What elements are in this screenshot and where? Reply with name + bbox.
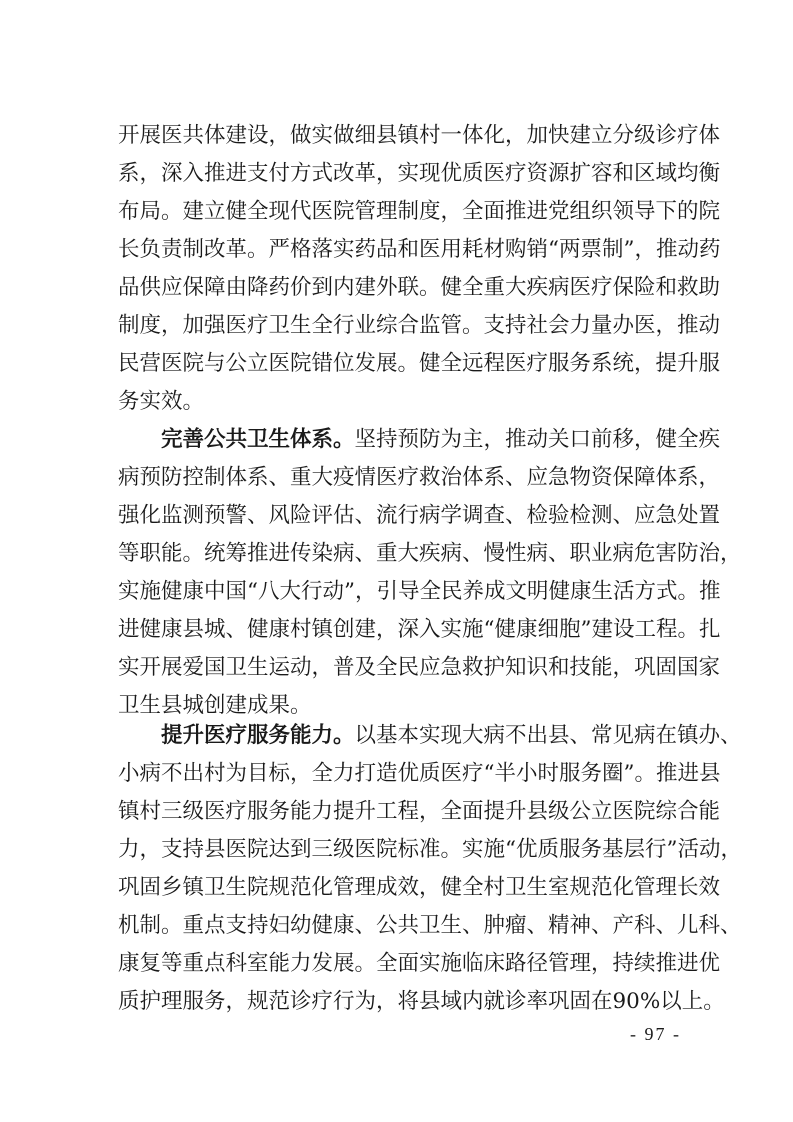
text-line: 康复等重点科室能力发展。全面实施临床路径管理，持续推进优 xyxy=(118,951,721,976)
paragraph-medical-service xyxy=(118,717,742,1021)
text-line: 小病不出村为目标，全力打造优质医疗“半小时服务圈”。推进县 xyxy=(118,761,721,786)
section-heading: 完善公共卫生体系。 xyxy=(161,427,355,452)
text-line: 布局。建立健全现代医院管理制度，全面推进党组织领导下的院 xyxy=(118,199,721,224)
text-line: 系，深入推进支付方式改革，实现优质医疗资源扩容和区域均衡 xyxy=(118,161,721,186)
text-line: 巩固乡镇卫生院规范化管理成效，健全村卫生室规范化管理长效 xyxy=(118,875,721,900)
text-line: 实开展爱国卫生运动，普及全民应急救护知识和技能，巩固国家 xyxy=(118,655,721,680)
text-line: 机制。重点支持妇幼健康、公共卫生、肿瘤、精神、产科、儿科、 xyxy=(118,913,742,938)
paragraph-first-line xyxy=(118,717,742,755)
text-line: 品供应保障由降药价到内建外联。健全重大疾病医疗保险和救助 xyxy=(118,275,721,300)
text-line: 镇村三级医疗服务能力提升工程，全面提升县级公立医院综合能 xyxy=(118,799,721,824)
text-line: 民营医院与公立医院错位发展。健全远程医疗服务系统，提升服 xyxy=(118,351,721,376)
text-line: 力，支持县医院达到三级医院标准。实施“优质服务基层行”活动， xyxy=(118,837,742,862)
text-line: 质护理服务，规范诊疗行为，将县域内就诊率巩固在90%以上。 xyxy=(118,989,725,1014)
paragraph-first-line xyxy=(118,421,721,459)
heading-continuation: 坚持预防为主，推动关口前移，健全疾 xyxy=(354,427,721,452)
text-line: 卫生县城创建成果。 xyxy=(118,693,312,718)
text-line: 实施健康中国“八大行动”，引导全民养成文明健康生活方式。推 xyxy=(118,579,721,604)
text-line: 长负责制改革。严格落实药品和医用耗材购销“两票制”，推动药 xyxy=(118,237,721,262)
section-heading: 提升医疗服务能力。 xyxy=(161,723,355,748)
page-number: - 97 - xyxy=(630,1024,681,1044)
paragraph-continuation xyxy=(118,117,721,421)
text-line: 制度，加强医疗卫生全行业综合监管。支持社会力量办医，推动 xyxy=(118,313,721,338)
text-line: 开展医共体建设，做实做细县镇村一体化，加快建立分级诊疗体 xyxy=(118,123,721,148)
text-line: 进健康县城、健康村镇创建，深入实施“健康细胞”建设工程。扎 xyxy=(118,617,721,642)
text-line: 等职能。统筹推进传染病、重大疾病、慢性病、职业病危害防治， xyxy=(118,541,742,566)
heading-continuation: 以基本实现大病不出县、常见病在镇办、 xyxy=(354,723,742,748)
paragraph-public-health xyxy=(118,421,742,725)
text-line: 务实效。 xyxy=(118,389,205,414)
text-line: 强化监测预警、风险评估、流行病学调查、检验检测、应急处置 xyxy=(118,503,721,528)
text-line: 病预防控制体系、重大疫情医疗救治体系、应急物资保障体系， xyxy=(118,465,721,490)
